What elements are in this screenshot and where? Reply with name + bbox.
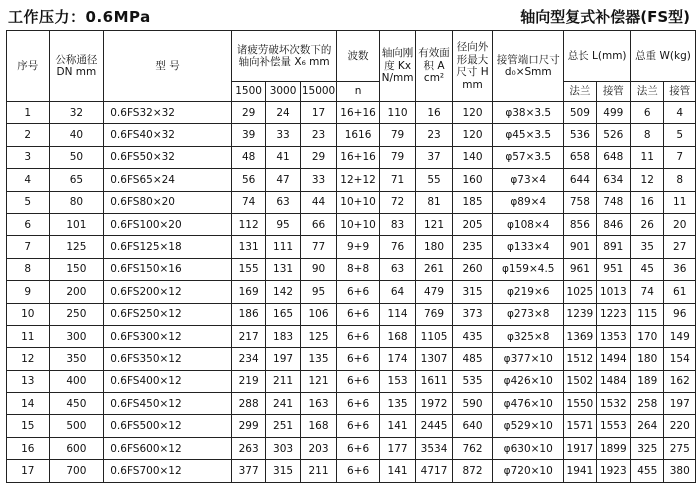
cell-model: 0.6FS600×12 bbox=[104, 437, 232, 459]
cell-dn: 400 bbox=[49, 370, 104, 392]
cell-diameter: 590 bbox=[452, 393, 493, 415]
cell-diameter: 435 bbox=[452, 325, 493, 347]
cell-length-flange: 1941 bbox=[564, 460, 596, 482]
cell-stiffness: 63 bbox=[379, 258, 415, 280]
col-stiffness: 轴向刚度 Kx N/mm bbox=[379, 31, 415, 102]
cell-weight-flange: 12 bbox=[631, 169, 664, 191]
cell-area: 37 bbox=[416, 146, 452, 168]
cell-15000: 29 bbox=[300, 146, 337, 168]
table-row bbox=[7, 213, 696, 235]
cell-waves: 10+10 bbox=[337, 191, 380, 213]
cell-model: 0.6FS40×32 bbox=[104, 124, 232, 146]
table-row bbox=[7, 460, 696, 482]
table-row bbox=[7, 191, 696, 213]
cell-diameter: 235 bbox=[452, 236, 493, 258]
cell-pipe-end: φ476×10 bbox=[493, 393, 564, 415]
cell-1500: 263 bbox=[231, 437, 265, 459]
cell-seq: 12 bbox=[7, 348, 50, 370]
cell-15000: 168 bbox=[300, 415, 337, 437]
cell-pipe-end: φ630×10 bbox=[493, 437, 564, 459]
cell-length-flange: 1502 bbox=[564, 370, 596, 392]
cell-diameter: 260 bbox=[452, 258, 493, 280]
cell-length-flange: 1550 bbox=[564, 393, 596, 415]
cell-seq: 13 bbox=[7, 370, 50, 392]
cell-15000: 17 bbox=[300, 102, 337, 124]
cell-length-pipe: 1484 bbox=[596, 370, 630, 392]
cell-length-pipe: 1532 bbox=[596, 393, 630, 415]
cell-15000: 90 bbox=[300, 258, 337, 280]
spec-table-body bbox=[7, 102, 696, 483]
cell-seq: 3 bbox=[7, 146, 50, 168]
cell-length-flange: 1239 bbox=[564, 303, 596, 325]
cell-diameter: 140 bbox=[452, 146, 493, 168]
cell-waves: 6+6 bbox=[337, 415, 380, 437]
product-title: 轴向型复式补偿器(FS型) bbox=[520, 8, 690, 26]
cell-seq: 4 bbox=[7, 169, 50, 191]
table-row bbox=[7, 102, 696, 124]
cell-dn: 40 bbox=[49, 124, 104, 146]
cell-area: 121 bbox=[416, 213, 452, 235]
cell-length-pipe: 1494 bbox=[596, 348, 630, 370]
cell-pipe-end: φ219×6 bbox=[493, 281, 564, 303]
cell-waves: 6+6 bbox=[337, 281, 380, 303]
cell-weight-pipe: 162 bbox=[664, 370, 696, 392]
cell-seq: 1 bbox=[7, 102, 50, 124]
cell-length-flange: 644 bbox=[564, 169, 596, 191]
cell-pipe-end: φ73×4 bbox=[493, 169, 564, 191]
col-length: 总长 L(mm) bbox=[564, 31, 631, 82]
col-fatigue: 诸疲劳破坏次数下的轴向补偿量 X₆ mm bbox=[231, 31, 336, 82]
cell-1500: 186 bbox=[231, 303, 265, 325]
cell-diameter: 205 bbox=[452, 213, 493, 235]
cell-length-pipe: 951 bbox=[596, 258, 630, 280]
cell-waves: 6+6 bbox=[337, 460, 380, 482]
cell-stiffness: 174 bbox=[379, 348, 415, 370]
cell-weight-flange: 45 bbox=[631, 258, 664, 280]
cell-length-flange: 1025 bbox=[564, 281, 596, 303]
cell-weight-pipe: 7 bbox=[664, 146, 696, 168]
cell-diameter: 762 bbox=[452, 437, 493, 459]
cell-length-flange: 1512 bbox=[564, 348, 596, 370]
cell-waves: 6+6 bbox=[337, 325, 380, 347]
cell-1500: 74 bbox=[231, 191, 265, 213]
cell-pipe-end: φ273×8 bbox=[493, 303, 564, 325]
cell-diameter: 160 bbox=[452, 169, 493, 191]
cell-15000: 163 bbox=[300, 393, 337, 415]
cell-1500: 112 bbox=[231, 213, 265, 235]
cell-3000: 197 bbox=[266, 348, 300, 370]
cell-weight-flange: 8 bbox=[631, 124, 664, 146]
table-row bbox=[7, 325, 696, 347]
cell-weight-flange: 16 bbox=[631, 191, 664, 213]
cell-dn: 65 bbox=[49, 169, 104, 191]
table-row bbox=[7, 303, 696, 325]
cell-diameter: 120 bbox=[452, 124, 493, 146]
cell-waves: 6+6 bbox=[337, 370, 380, 392]
cell-pipe-end: φ108×4 bbox=[493, 213, 564, 235]
cell-seq: 10 bbox=[7, 303, 50, 325]
cell-waves: 8+8 bbox=[337, 258, 380, 280]
cell-dn: 350 bbox=[49, 348, 104, 370]
cell-1500: 377 bbox=[231, 460, 265, 482]
cell-length-pipe: 891 bbox=[596, 236, 630, 258]
table-row bbox=[7, 169, 696, 191]
table-row bbox=[7, 146, 696, 168]
cell-length-pipe: 499 bbox=[596, 102, 630, 124]
cell-waves: 16+16 bbox=[337, 146, 380, 168]
cell-length-flange: 536 bbox=[564, 124, 596, 146]
cell-model: 0.6FS700×12 bbox=[104, 460, 232, 482]
table-row bbox=[7, 348, 696, 370]
cell-3000: 183 bbox=[266, 325, 300, 347]
cell-pipe-end: φ133×4 bbox=[493, 236, 564, 258]
cell-area: 3534 bbox=[416, 437, 452, 459]
cell-1500: 131 bbox=[231, 236, 265, 258]
cell-diameter: 373 bbox=[452, 303, 493, 325]
cell-weight-pipe: 380 bbox=[664, 460, 696, 482]
cell-pipe-end: φ325×8 bbox=[493, 325, 564, 347]
cell-area: 1611 bbox=[416, 370, 452, 392]
cell-length-pipe: 1923 bbox=[596, 460, 630, 482]
cell-weight-pipe: 220 bbox=[664, 415, 696, 437]
col-seq: 序号 bbox=[7, 31, 50, 102]
cell-weight-pipe: 20 bbox=[664, 213, 696, 235]
cell-area: 1972 bbox=[416, 393, 452, 415]
cell-weight-flange: 6 bbox=[631, 102, 664, 124]
cell-diameter: 315 bbox=[452, 281, 493, 303]
cell-waves: 6+6 bbox=[337, 303, 380, 325]
cell-dn: 700 bbox=[49, 460, 104, 482]
col-diameter: 径向外形最大尺寸 H mm bbox=[452, 31, 493, 102]
cell-model: 0.6FS65×24 bbox=[104, 169, 232, 191]
cell-waves: 12+12 bbox=[337, 169, 380, 191]
cell-3000: 315 bbox=[266, 460, 300, 482]
cell-waves: 9+9 bbox=[337, 236, 380, 258]
cell-dn: 250 bbox=[49, 303, 104, 325]
cell-3000: 95 bbox=[266, 213, 300, 235]
cell-3000: 47 bbox=[266, 169, 300, 191]
cell-dn: 200 bbox=[49, 281, 104, 303]
cell-3000: 241 bbox=[266, 393, 300, 415]
cell-area: 1307 bbox=[416, 348, 452, 370]
cell-area: 4717 bbox=[416, 460, 452, 482]
table-row bbox=[7, 281, 696, 303]
cell-area: 81 bbox=[416, 191, 452, 213]
cell-weight-flange: 11 bbox=[631, 146, 664, 168]
cell-length-flange: 961 bbox=[564, 258, 596, 280]
cell-15000: 95 bbox=[300, 281, 337, 303]
col-pipe-end: 接管端口尺寸 d₀×Smm bbox=[493, 31, 564, 102]
cell-waves: 6+6 bbox=[337, 348, 380, 370]
col-3000: 3000 bbox=[266, 82, 300, 102]
cell-weight-flange: 170 bbox=[631, 325, 664, 347]
cell-1500: 219 bbox=[231, 370, 265, 392]
col-waves-n: n bbox=[337, 82, 380, 102]
cell-pipe-end: φ45×3.5 bbox=[493, 124, 564, 146]
cell-15000: 106 bbox=[300, 303, 337, 325]
cell-1500: 155 bbox=[231, 258, 265, 280]
table-row bbox=[7, 437, 696, 459]
cell-seq: 16 bbox=[7, 437, 50, 459]
cell-dn: 600 bbox=[49, 437, 104, 459]
cell-model: 0.6FS150×16 bbox=[104, 258, 232, 280]
cell-dn: 125 bbox=[49, 236, 104, 258]
cell-pipe-end: φ426×10 bbox=[493, 370, 564, 392]
cell-3000: 165 bbox=[266, 303, 300, 325]
cell-stiffness: 153 bbox=[379, 370, 415, 392]
cell-1500: 234 bbox=[231, 348, 265, 370]
cell-length-pipe: 748 bbox=[596, 191, 630, 213]
cell-weight-pipe: 8 bbox=[664, 169, 696, 191]
cell-pipe-end: φ89×4 bbox=[493, 191, 564, 213]
cell-stiffness: 141 bbox=[379, 415, 415, 437]
cell-pipe-end: φ720×10 bbox=[493, 460, 564, 482]
cell-weight-pipe: 4 bbox=[664, 102, 696, 124]
cell-pipe-end: φ57×3.5 bbox=[493, 146, 564, 168]
cell-model: 0.6FS32×32 bbox=[104, 102, 232, 124]
cell-waves: 6+6 bbox=[337, 437, 380, 459]
cell-waves: 6+6 bbox=[337, 393, 380, 415]
cell-length-flange: 856 bbox=[564, 213, 596, 235]
cell-length-pipe: 846 bbox=[596, 213, 630, 235]
cell-length-pipe: 1899 bbox=[596, 437, 630, 459]
cell-model: 0.6FS100×20 bbox=[104, 213, 232, 235]
cell-seq: 7 bbox=[7, 236, 50, 258]
cell-area: 180 bbox=[416, 236, 452, 258]
cell-15000: 121 bbox=[300, 370, 337, 392]
cell-model: 0.6FS400×12 bbox=[104, 370, 232, 392]
cell-1500: 39 bbox=[231, 124, 265, 146]
cell-1500: 217 bbox=[231, 325, 265, 347]
cell-model: 0.6FS125×18 bbox=[104, 236, 232, 258]
cell-weight-flange: 455 bbox=[631, 460, 664, 482]
cell-seq: 11 bbox=[7, 325, 50, 347]
cell-15000: 44 bbox=[300, 191, 337, 213]
cell-length-pipe: 634 bbox=[596, 169, 630, 191]
spec-table bbox=[6, 30, 696, 483]
cell-15000: 211 bbox=[300, 460, 337, 482]
cell-length-flange: 758 bbox=[564, 191, 596, 213]
cell-seq: 6 bbox=[7, 213, 50, 235]
cell-3000: 33 bbox=[266, 124, 300, 146]
cell-15000: 77 bbox=[300, 236, 337, 258]
cell-3000: 211 bbox=[266, 370, 300, 392]
cell-stiffness: 83 bbox=[379, 213, 415, 235]
cell-1500: 299 bbox=[231, 415, 265, 437]
cell-area: 261 bbox=[416, 258, 452, 280]
cell-stiffness: 79 bbox=[379, 146, 415, 168]
cell-area: 55 bbox=[416, 169, 452, 191]
cell-length-flange: 509 bbox=[564, 102, 596, 124]
col-weight-pipe: 接管 bbox=[664, 82, 696, 102]
cell-weight-flange: 264 bbox=[631, 415, 664, 437]
cell-model: 0.6FS450×12 bbox=[104, 393, 232, 415]
cell-model: 0.6FS350×12 bbox=[104, 348, 232, 370]
table-row bbox=[7, 393, 696, 415]
cell-waves: 16+16 bbox=[337, 102, 380, 124]
cell-weight-pipe: 275 bbox=[664, 437, 696, 459]
cell-diameter: 872 bbox=[452, 460, 493, 482]
cell-weight-pipe: 197 bbox=[664, 393, 696, 415]
table-row bbox=[7, 258, 696, 280]
cell-weight-flange: 115 bbox=[631, 303, 664, 325]
cell-weight-flange: 74 bbox=[631, 281, 664, 303]
cell-1500: 48 bbox=[231, 146, 265, 168]
cell-model: 0.6FS300×12 bbox=[104, 325, 232, 347]
cell-3000: 142 bbox=[266, 281, 300, 303]
cell-seq: 2 bbox=[7, 124, 50, 146]
cell-15000: 33 bbox=[300, 169, 337, 191]
col-model: 型 号 bbox=[104, 31, 232, 102]
cell-15000: 66 bbox=[300, 213, 337, 235]
cell-15000: 125 bbox=[300, 325, 337, 347]
cell-dn: 150 bbox=[49, 258, 104, 280]
cell-length-pipe: 1223 bbox=[596, 303, 630, 325]
col-1500: 1500 bbox=[231, 82, 265, 102]
cell-dn: 450 bbox=[49, 393, 104, 415]
cell-stiffness: 72 bbox=[379, 191, 415, 213]
cell-stiffness: 76 bbox=[379, 236, 415, 258]
cell-3000: 111 bbox=[266, 236, 300, 258]
cell-length-pipe: 1353 bbox=[596, 325, 630, 347]
cell-seq: 9 bbox=[7, 281, 50, 303]
col-15000: 15000 bbox=[300, 82, 337, 102]
cell-diameter: 185 bbox=[452, 191, 493, 213]
cell-weight-pipe: 96 bbox=[664, 303, 696, 325]
cell-stiffness: 114 bbox=[379, 303, 415, 325]
cell-weight-pipe: 5 bbox=[664, 124, 696, 146]
cell-1500: 169 bbox=[231, 281, 265, 303]
table-row bbox=[7, 415, 696, 437]
col-dn: 公称通径DN mm bbox=[49, 31, 104, 102]
cell-waves: 10+10 bbox=[337, 213, 380, 235]
cell-weight-flange: 26 bbox=[631, 213, 664, 235]
cell-model: 0.6FS200×12 bbox=[104, 281, 232, 303]
cell-diameter: 640 bbox=[452, 415, 493, 437]
cell-weight-pipe: 11 bbox=[664, 191, 696, 213]
cell-15000: 135 bbox=[300, 348, 337, 370]
cell-1500: 56 bbox=[231, 169, 265, 191]
cell-weight-pipe: 61 bbox=[664, 281, 696, 303]
cell-diameter: 120 bbox=[452, 102, 493, 124]
cell-model: 0.6FS500×12 bbox=[104, 415, 232, 437]
cell-length-flange: 901 bbox=[564, 236, 596, 258]
cell-length-flange: 658 bbox=[564, 146, 596, 168]
cell-stiffness: 168 bbox=[379, 325, 415, 347]
cell-3000: 41 bbox=[266, 146, 300, 168]
col-weight: 总重 W(kg) bbox=[631, 31, 696, 82]
cell-3000: 303 bbox=[266, 437, 300, 459]
cell-weight-pipe: 154 bbox=[664, 348, 696, 370]
cell-3000: 131 bbox=[266, 258, 300, 280]
cell-stiffness: 177 bbox=[379, 437, 415, 459]
cell-stiffness: 141 bbox=[379, 460, 415, 482]
cell-diameter: 535 bbox=[452, 370, 493, 392]
cell-weight-pipe: 149 bbox=[664, 325, 696, 347]
col-area: 有效面积 A cm² bbox=[416, 31, 452, 102]
cell-weight-flange: 258 bbox=[631, 393, 664, 415]
cell-area: 16 bbox=[416, 102, 452, 124]
cell-1500: 288 bbox=[231, 393, 265, 415]
cell-stiffness: 64 bbox=[379, 281, 415, 303]
cell-length-flange: 1369 bbox=[564, 325, 596, 347]
cell-weight-flange: 180 bbox=[631, 348, 664, 370]
cell-length-pipe: 1553 bbox=[596, 415, 630, 437]
cell-pipe-end: φ529×10 bbox=[493, 415, 564, 437]
cell-15000: 203 bbox=[300, 437, 337, 459]
cell-3000: 251 bbox=[266, 415, 300, 437]
col-length-pipe: 接管 bbox=[596, 82, 630, 102]
cell-area: 479 bbox=[416, 281, 452, 303]
cell-model: 0.6FS50×32 bbox=[104, 146, 232, 168]
cell-length-pipe: 648 bbox=[596, 146, 630, 168]
working-pressure-label: 工作压力：0.6MPa bbox=[8, 8, 151, 26]
cell-seq: 15 bbox=[7, 415, 50, 437]
table-row bbox=[7, 124, 696, 146]
cell-seq: 17 bbox=[7, 460, 50, 482]
cell-stiffness: 71 bbox=[379, 169, 415, 191]
cell-model: 0.6FS80×20 bbox=[104, 191, 232, 213]
cell-pipe-end: φ38×3.5 bbox=[493, 102, 564, 124]
col-weight-flange: 法兰 bbox=[631, 82, 664, 102]
cell-weight-flange: 189 bbox=[631, 370, 664, 392]
cell-weight-flange: 325 bbox=[631, 437, 664, 459]
cell-dn: 50 bbox=[49, 146, 104, 168]
cell-seq: 8 bbox=[7, 258, 50, 280]
cell-model: 0.6FS250×12 bbox=[104, 303, 232, 325]
table-row bbox=[7, 236, 696, 258]
cell-dn: 32 bbox=[49, 102, 104, 124]
cell-weight-pipe: 27 bbox=[664, 236, 696, 258]
cell-15000: 23 bbox=[300, 124, 337, 146]
cell-area: 23 bbox=[416, 124, 452, 146]
cell-length-pipe: 526 bbox=[596, 124, 630, 146]
col-waves: 波数 bbox=[337, 31, 380, 82]
cell-stiffness: 79 bbox=[379, 124, 415, 146]
cell-area: 1105 bbox=[416, 325, 452, 347]
cell-weight-pipe: 36 bbox=[664, 258, 696, 280]
col-length-flange: 法兰 bbox=[564, 82, 596, 102]
cell-length-flange: 1571 bbox=[564, 415, 596, 437]
cell-pipe-end: φ159×4.5 bbox=[493, 258, 564, 280]
cell-1500: 29 bbox=[231, 102, 265, 124]
cell-length-flange: 1917 bbox=[564, 437, 596, 459]
cell-stiffness: 135 bbox=[379, 393, 415, 415]
cell-dn: 300 bbox=[49, 325, 104, 347]
cell-length-pipe: 1013 bbox=[596, 281, 630, 303]
cell-area: 2445 bbox=[416, 415, 452, 437]
cell-weight-flange: 35 bbox=[631, 236, 664, 258]
table-row bbox=[7, 370, 696, 392]
cell-area: 769 bbox=[416, 303, 452, 325]
cell-dn: 101 bbox=[49, 213, 104, 235]
cell-pipe-end: φ377×10 bbox=[493, 348, 564, 370]
cell-dn: 80 bbox=[49, 191, 104, 213]
cell-seq: 5 bbox=[7, 191, 50, 213]
cell-diameter: 485 bbox=[452, 348, 493, 370]
cell-waves: 1616 bbox=[337, 124, 380, 146]
cell-stiffness: 110 bbox=[379, 102, 415, 124]
cell-dn: 500 bbox=[49, 415, 104, 437]
cell-seq: 14 bbox=[7, 393, 50, 415]
cell-3000: 24 bbox=[266, 102, 300, 124]
cell-3000: 63 bbox=[266, 191, 300, 213]
